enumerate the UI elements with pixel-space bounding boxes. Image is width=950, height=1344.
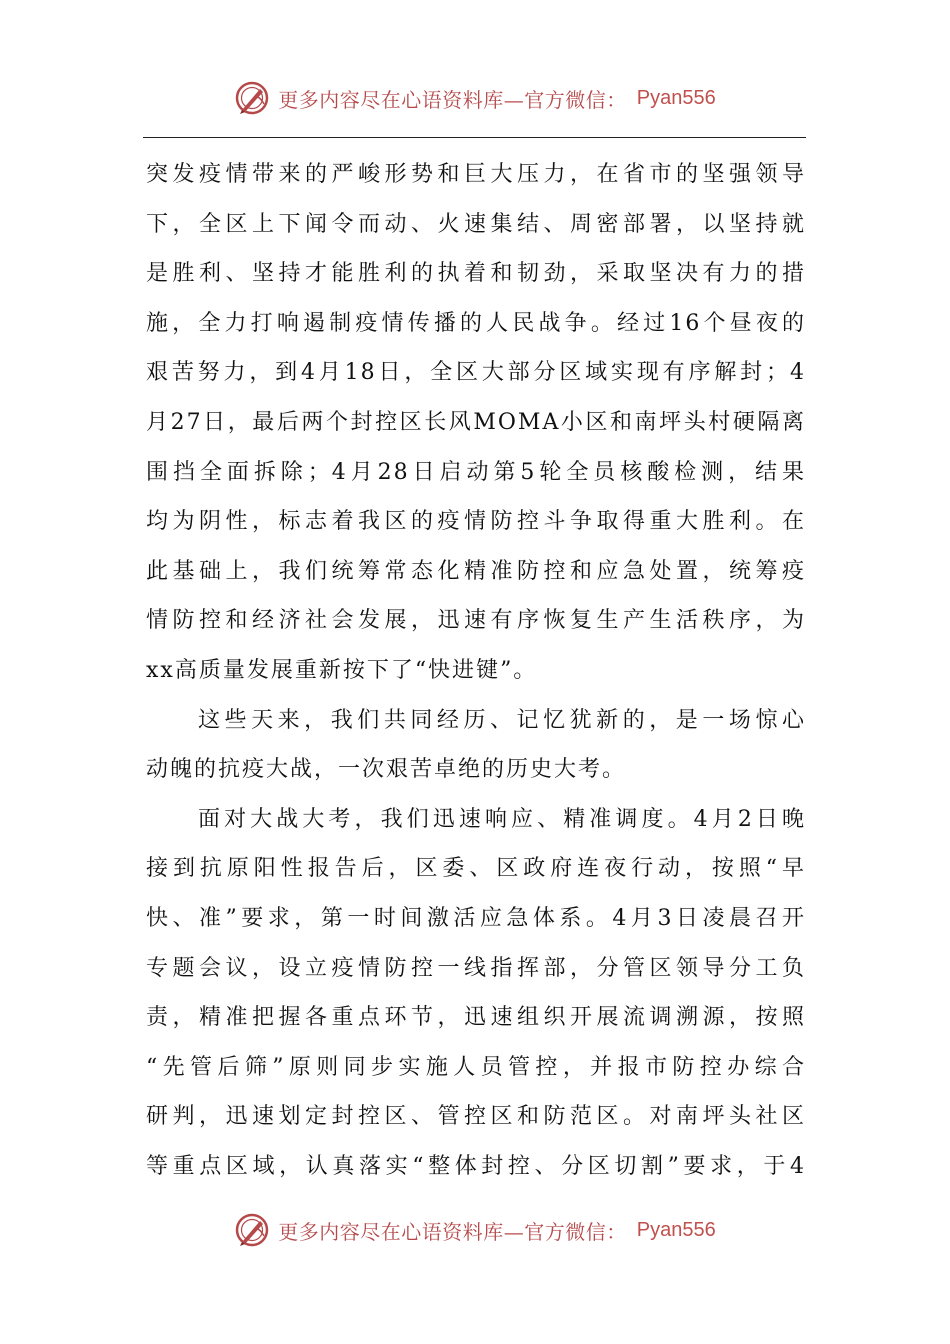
text-line: 突发疫情带来的严峻形势和巨大压力，在省市的坚强领导: [146, 162, 806, 187]
watermark-text: 更多内容尽在心语资料库—官方微信：: [278, 87, 627, 112]
wechat-id: Pyan556: [636, 86, 716, 109]
text-line: 面对大战大考，我们迅速响应、精准调度。4月2日晚: [198, 806, 806, 832]
paragraph-3: [146, 795, 806, 1192]
text-line: 专题会议，设立疫情防控一线指挥部，分管区领导分工负: [146, 955, 806, 981]
document-body: [146, 150, 806, 1191]
text-line: 下，全区上下闻令而动、火速集结、周密部署，以坚持就: [146, 211, 806, 237]
text-line: 艰苦努力，到4月18日，全区大部分区域实现有序解封；4: [146, 360, 806, 386]
pen-circle-logo-icon: [234, 80, 270, 116]
text-line: 这些天来，我们共同经历、记忆犹新的，是一场惊心: [198, 707, 806, 733]
text-line: xx高质量发展重新按下了“快进键”。: [146, 657, 538, 683]
text-line: 研判，迅速划定封控区、管控区和防范区。对南坪头社区: [146, 1104, 806, 1130]
text-line: 接到抗原阳性报告后，区委、区政府连夜行动，按照“早: [146, 856, 806, 882]
text-line: 均为阴性，标志着我区的疫情防控斗争取得重大胜利。在: [146, 509, 806, 535]
text-line: 责，精准把握各重点环节，迅速组织开展流调溯源，按照: [146, 1005, 806, 1031]
text-line: 施，全力打响遏制疫情传播的人民战争。经过16个昼夜的: [146, 310, 806, 336]
watermark-text: 更多内容尽在心语资料库—官方微信：: [278, 1219, 627, 1244]
paragraph-1: [146, 150, 806, 696]
header-watermark: [0, 80, 950, 128]
text-line: 围挡全面拆除；4月28日启动第5轮全员核酸检测，结果: [146, 459, 806, 485]
pen-circle-logo-icon: [234, 1212, 270, 1248]
text-line: 等重点区域，认真落实“整体封控、分区切割”要求，于4: [146, 1153, 806, 1179]
footer-watermark: [0, 1212, 950, 1260]
text-line: 情防控和经济社会发展，迅速有序恢复生产生活秩序，为: [146, 608, 806, 634]
watermark-banner: [234, 80, 715, 116]
watermark-banner: [234, 1212, 715, 1248]
text-line: 快、准”要求，第一时间激活应急体系。4月3日凌晨召开: [146, 905, 806, 931]
text-line: 动魄的抗疫大战，一次艰苦卓绝的历史大考。: [146, 757, 627, 783]
header-divider: [143, 137, 806, 138]
text-line: 是胜利、坚持才能胜利的执着和韧劲，采取坚决有力的措: [146, 261, 806, 287]
text-line: 此基础上，我们统筹常态化精准防控和应急处置，统筹疫: [146, 558, 806, 584]
wechat-id: Pyan556: [636, 1218, 716, 1241]
text-line: 月27日，最后两个封控区长风MOMA小区和南坪头村硬隔离: [146, 409, 806, 435]
paragraph-2: [146, 696, 806, 795]
text-line: “先管后筛”原则同步实施人员管控，并报市防控办综合: [146, 1054, 806, 1080]
